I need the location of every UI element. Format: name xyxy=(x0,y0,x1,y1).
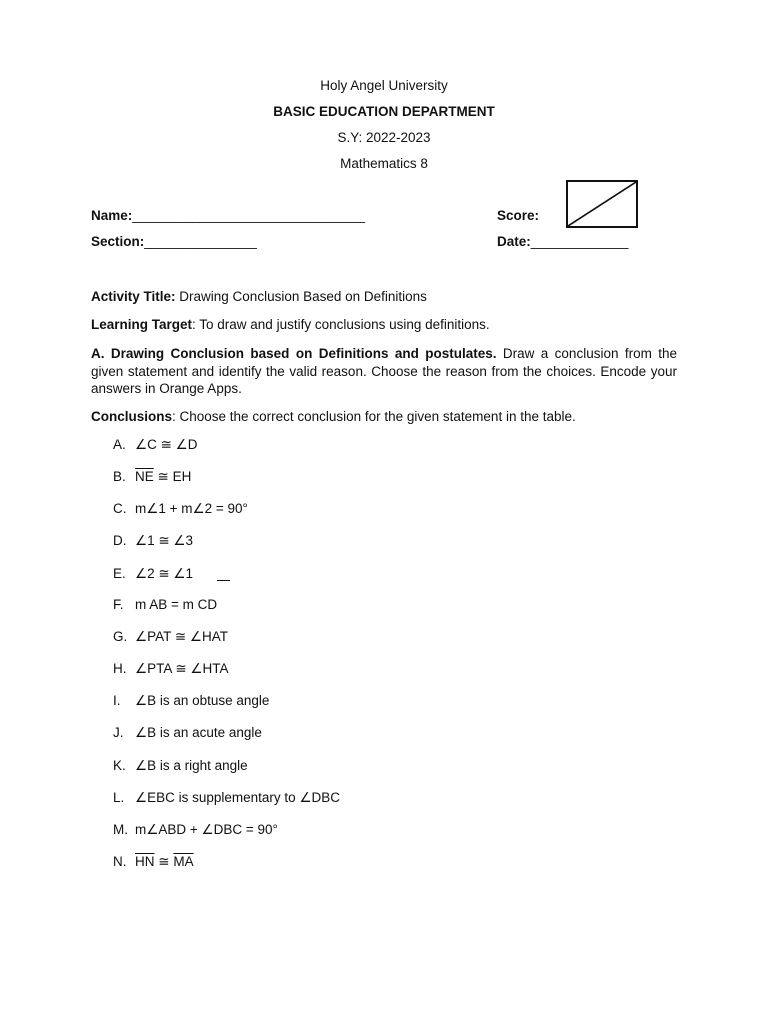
list-item: C. m∠1 + m∠2 = 90° xyxy=(113,501,248,516)
section-label: Section: xyxy=(91,234,145,249)
list-item: F. m AB = m CD xyxy=(113,597,218,612)
list-item: A. ∠C ≅ ∠D xyxy=(113,437,198,452)
section-a-instructions: A. Drawing Conclusion based on Definitions and postulates. Draw a conclusion from the given statement and identify the valid reason. Choose the reason from the choices. Encode your answers in Orange Apps. xyxy=(91,346,678,396)
list-item: I. ∠B is an obtuse angle xyxy=(113,693,270,708)
conclusions-instructions: Conclusions: Choose the correct conclusion for the given statement in the table. xyxy=(91,409,576,424)
name-label: Name: xyxy=(91,208,133,223)
list-item: K. ∠B is a right angle xyxy=(113,758,248,773)
learning-target: Learning Target: To draw and justify conclusions using definitions. xyxy=(91,317,490,332)
list-item: E. ∠2 ≅ ∠1 xyxy=(113,566,194,581)
score-box xyxy=(566,180,638,228)
list-item: B. $\overline{NE}$ ≅ EH xyxy=(113,469,192,484)
subject-name: Mathematics 8 xyxy=(340,156,428,171)
segment-hn: $\overline{HN}$ xyxy=(135,854,155,869)
list-item: M. m∠ABD + ∠DBC = 90° xyxy=(113,822,278,837)
list-item: H. ∠PTA ≅ ∠HTA xyxy=(113,661,229,676)
activity-title: Activity Title: Drawing Conclusion Based on Definitions xyxy=(91,289,427,304)
name-field[interactable] xyxy=(91,208,365,223)
section-blank: _______________ xyxy=(144,234,257,249)
department-name: BASIC EDUCATION DEPARTMENT xyxy=(273,104,495,119)
segment-ne: $\overline{NE}$ xyxy=(135,469,154,484)
school-year: S.Y: 2022-2023 xyxy=(337,130,431,145)
score-label: Score: xyxy=(497,208,540,223)
list-item: G. ∠PAT ≅ ∠HAT xyxy=(113,629,229,644)
date-label: Date: xyxy=(497,234,531,249)
university-name: Holy Angel University xyxy=(320,78,448,93)
list-item: N. $\overline{HN}$ ≅ $\overline{MA}$ xyxy=(113,854,194,869)
section-field[interactable] xyxy=(91,234,257,249)
overline-mark xyxy=(217,580,230,581)
list-item: L. ∠EBC is supplementary to ∠DBC xyxy=(113,790,341,805)
segment-ma: $\overline{MA}$ xyxy=(173,854,194,869)
list-item: J. ∠B is an acute angle xyxy=(113,725,262,740)
score-box-diagonal xyxy=(568,182,636,226)
name-blank: _______________________________ xyxy=(132,208,366,223)
date-blank: _____________ xyxy=(530,234,629,249)
date-field[interactable] xyxy=(497,234,628,249)
list-item: D. ∠1 ≅ ∠3 xyxy=(113,533,194,548)
